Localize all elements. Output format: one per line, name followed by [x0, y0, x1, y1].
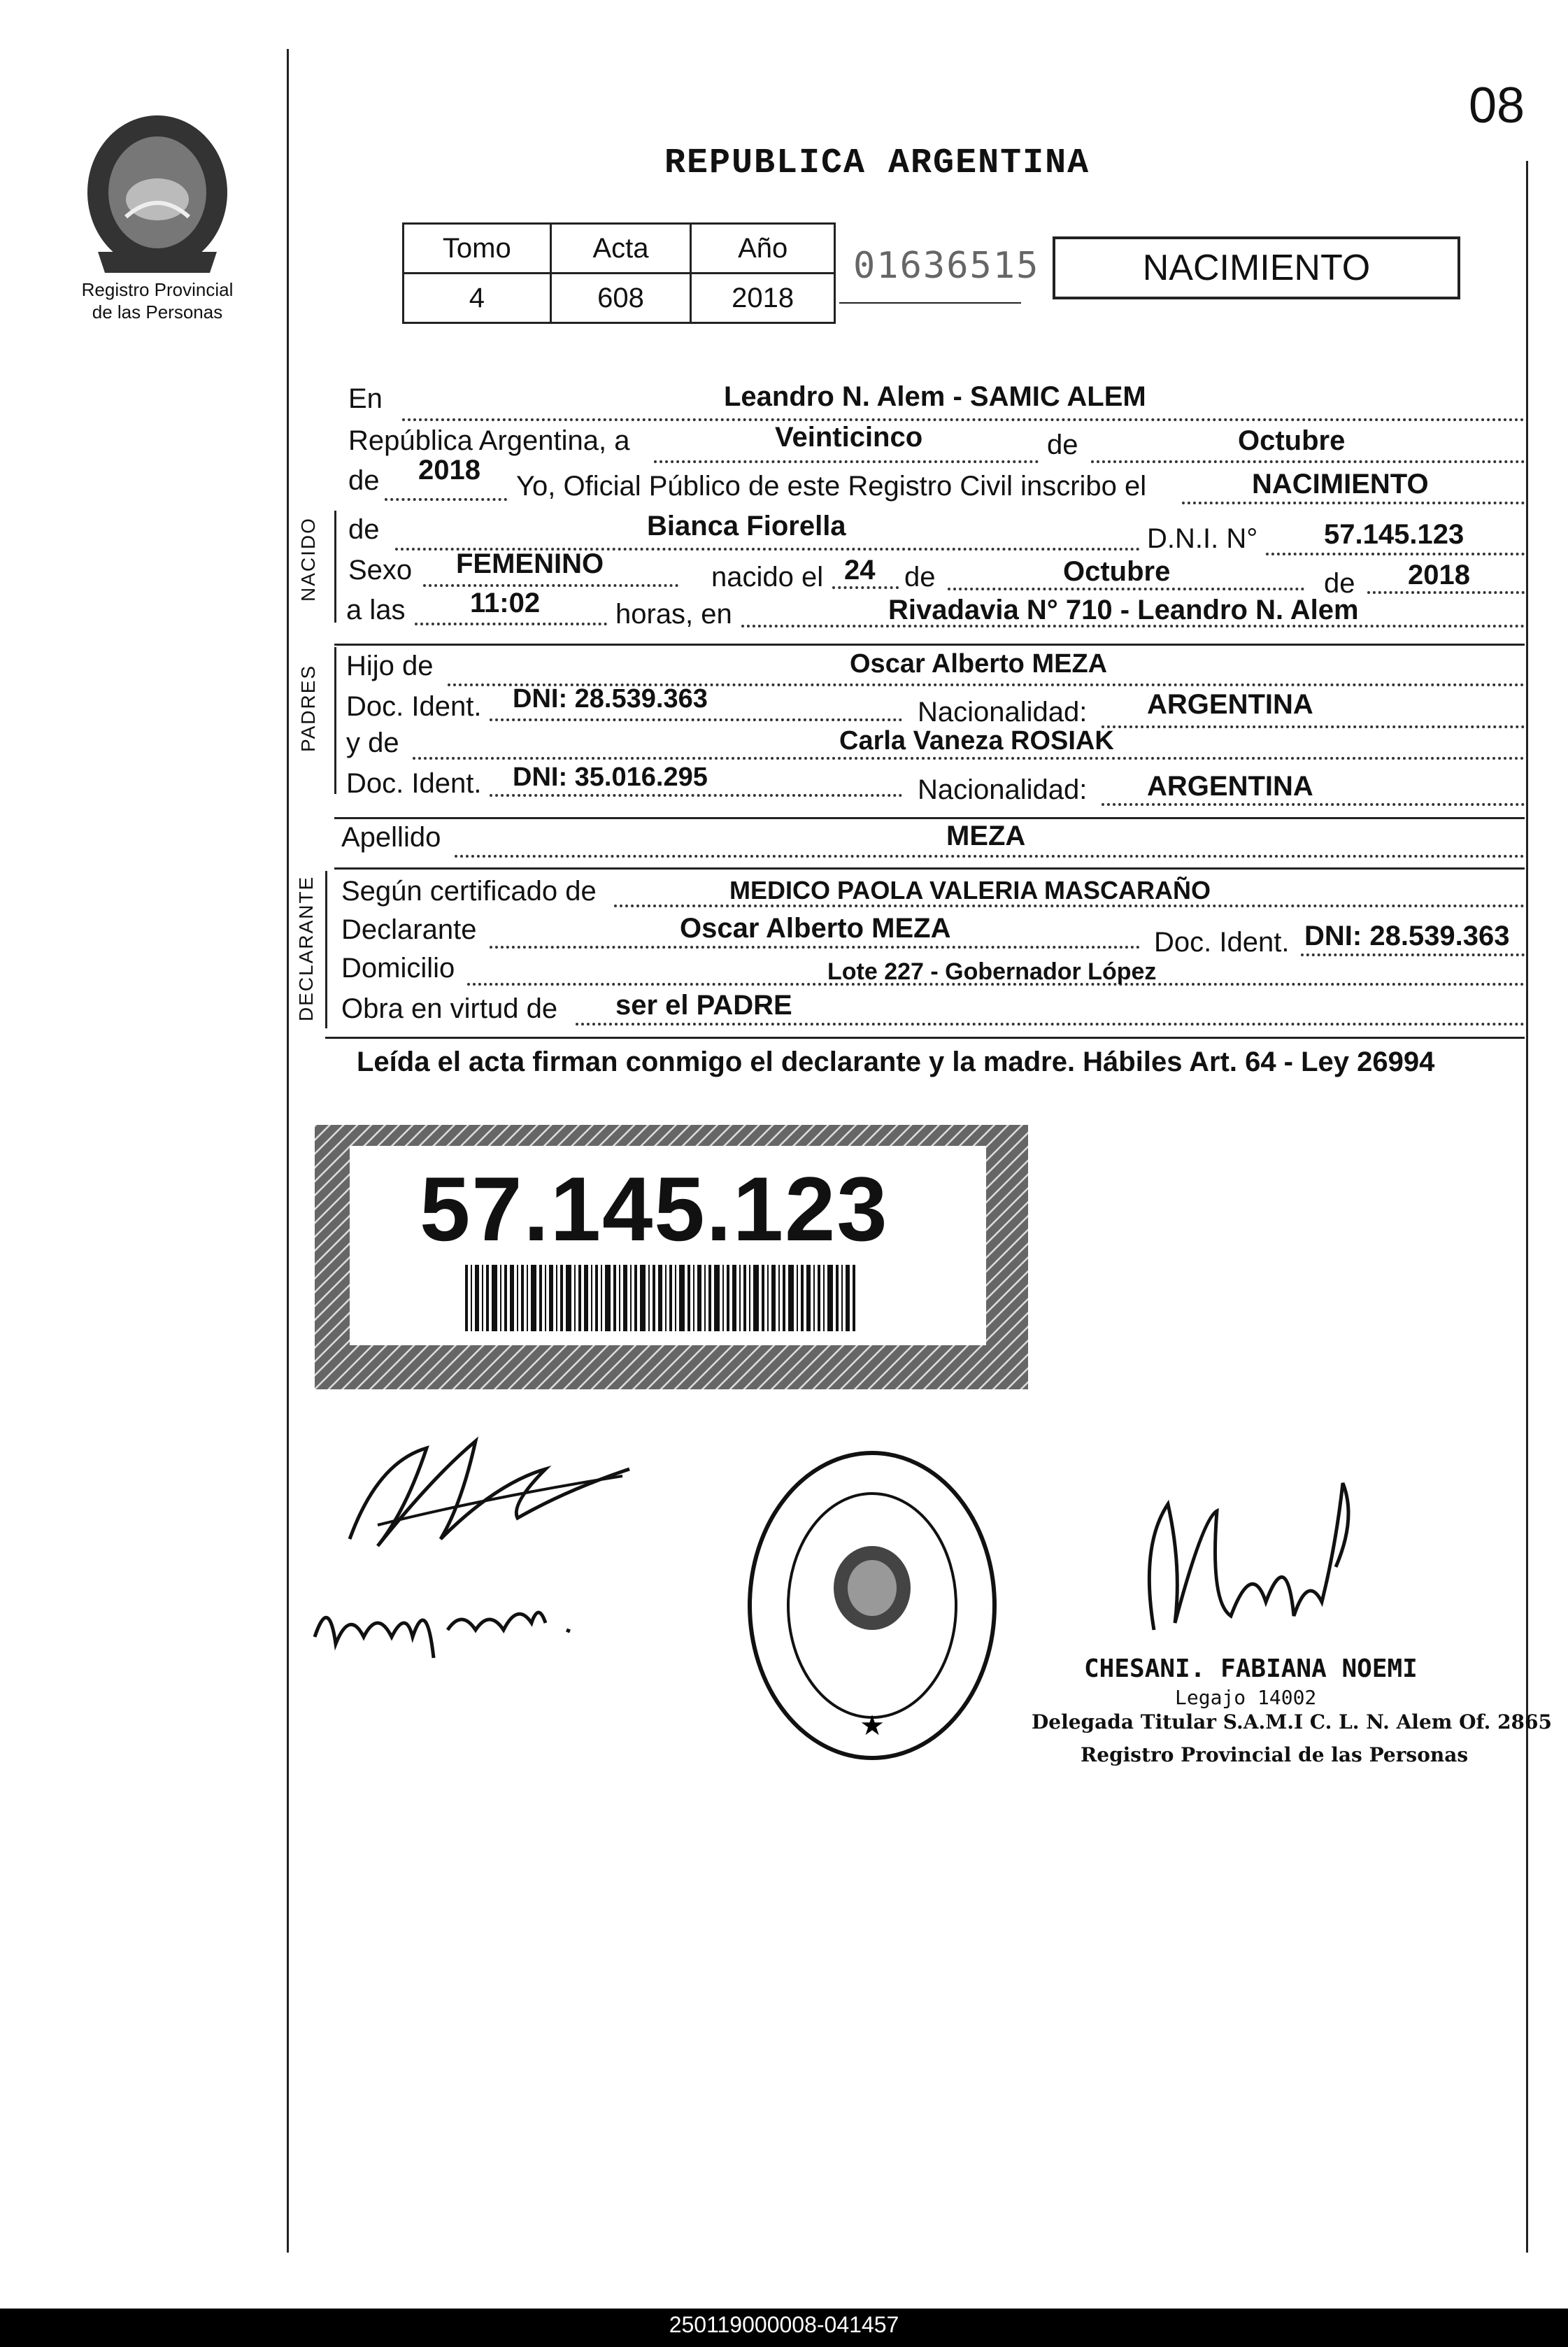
- cert-label: Según certificado de: [341, 876, 597, 907]
- official-name: CHESANI. FABIANA NOEMI: [1084, 1654, 1418, 1683]
- declarant-signature: [336, 1420, 650, 1560]
- birth-time: 11:02: [470, 588, 541, 618]
- page-number: 08: [1469, 78, 1525, 134]
- birth-year-dots: [1367, 591, 1525, 594]
- newborn-dni: 57.145.123: [1324, 519, 1464, 550]
- province-seal-logo: [77, 112, 238, 280]
- apellido-label: Apellido: [341, 822, 441, 853]
- logo-caption: [63, 278, 252, 323]
- sexo-dots: [423, 584, 678, 587]
- day-dots: [654, 460, 1039, 463]
- registration-month: Octubre: [1238, 425, 1346, 456]
- divider-declarante-bottom: [325, 1037, 1525, 1039]
- father-doc-label: Doc. Ident.: [346, 691, 482, 722]
- obra-label: Obra en virtud de: [341, 993, 558, 1024]
- registry-place: Leandro N. Alem - SAMIC ALEM: [724, 381, 1146, 412]
- en-label: En: [348, 383, 383, 414]
- nacido-de-label-2: de: [904, 562, 936, 593]
- record-type-box: NACIMIENTO: [1053, 236, 1460, 299]
- act-dots: [1182, 502, 1525, 504]
- declarante-section-label: DECLARANTE: [295, 875, 317, 1021]
- padres-section-label: PADRES: [297, 664, 319, 752]
- left-margin-line: [287, 49, 289, 2253]
- mother-name: Carla Vaneza ROSIAK: [839, 726, 1114, 756]
- official-registry: Registro Provincial de las Personas: [1081, 1743, 1469, 1766]
- apellido-dots: [455, 855, 1525, 858]
- father-nat-label: Nacionalidad:: [918, 697, 1088, 728]
- svg-text:★: ★: [860, 1710, 885, 1742]
- table-value-tomo: 4: [404, 274, 551, 323]
- official-stamp: [745, 1448, 1000, 1763]
- country-label: República Argentina, a: [348, 425, 630, 456]
- registered-act: NACIMIENTO: [1252, 469, 1429, 499]
- father-doc-dots: [490, 718, 902, 721]
- table-header-acta: Acta: [550, 224, 691, 274]
- register-table: [402, 222, 836, 324]
- registration-day: Veinticinco: [775, 422, 923, 453]
- newborn-name: Bianca Fiorella: [647, 511, 846, 541]
- table-value-acta: 608: [550, 274, 691, 323]
- birth-day: 24: [844, 555, 876, 586]
- registration-year: 2018: [418, 455, 480, 485]
- barcode-bars: [465, 1265, 857, 1331]
- divider-nacido-padres: [334, 644, 1525, 646]
- declarante-label: Declarante: [341, 914, 477, 945]
- logo-caption-line-2: de las Personas: [92, 302, 223, 322]
- registrar-text: Yo, Oficial Público de este Registro Civil inscribo el: [516, 471, 1147, 502]
- serial-underline: [839, 302, 1021, 304]
- birth-month-dots: [948, 588, 1304, 590]
- de-label-2: de: [348, 465, 380, 496]
- mother-signature: [308, 1581, 587, 1672]
- a-las-label: a las: [346, 595, 406, 625]
- dni-dots: [1266, 553, 1525, 555]
- de-label-1: de: [1047, 430, 1078, 460]
- nacido-bracket: [334, 511, 336, 623]
- birth-year: 2018: [1408, 560, 1470, 590]
- birth-place: Rivadavia N° 710 - Leandro N. Alem: [888, 595, 1359, 625]
- declarant-doc: DNI: 28.539.363: [1304, 921, 1510, 951]
- sexo-label: Sexo: [348, 555, 413, 586]
- closing-text: Leída el acta firman conmigo el declarante y la madre. Hábiles Art. 64 - Ley 26994: [357, 1047, 1435, 1077]
- barcode: [465, 1265, 857, 1331]
- place-dots: [402, 418, 1525, 421]
- dni-label: D.N.I. N°: [1147, 523, 1258, 554]
- divider-padres-apellido: [334, 817, 1525, 819]
- declarant-doc-dots: [1301, 953, 1525, 956]
- logo-caption-line-1: Registro Provincial: [81, 279, 234, 300]
- birth-day-dots: [832, 586, 899, 589]
- mother-dots: [413, 757, 1525, 760]
- dni-card-number: 57.145.123: [420, 1158, 889, 1260]
- father-doc: DNI: 28.539.363: [513, 684, 708, 714]
- month-dots: [1091, 460, 1525, 463]
- table-header-ano: Año: [691, 224, 835, 274]
- official-delegate: Delegada Titular S.A.M.I C. L. N. Alem Of. 2865: [1032, 1710, 1552, 1733]
- declarant-dots: [490, 946, 1140, 949]
- year-dots: [385, 498, 507, 501]
- footer-code: 250119000008-041457: [669, 2312, 899, 2337]
- table-header-tomo: Tomo: [404, 224, 551, 274]
- document-title: REPUBLICA ARGENTINA: [664, 143, 1090, 183]
- declarant-name: Oscar Alberto MEZA: [680, 913, 951, 944]
- y-de-label: y de: [346, 728, 399, 758]
- obra-dots: [576, 1023, 1525, 1026]
- mother-doc: DNI: 35.016.295: [513, 763, 708, 792]
- mother-nat-dots: [1102, 803, 1525, 806]
- medical-certificate: MEDICO PAOLA VALERIA MASCARAÑO: [729, 876, 1211, 905]
- time-dots: [415, 623, 607, 625]
- declarante-bracket: [325, 871, 327, 1028]
- declarant-doc-label: Doc. Ident.: [1154, 927, 1290, 958]
- mother-nationality: ARGENTINA: [1147, 771, 1313, 802]
- hijo-de-label: Hijo de: [346, 651, 434, 681]
- nacido-de-label-3: de: [1324, 568, 1355, 599]
- nacido-section-label: NACIDO: [297, 517, 319, 602]
- domicilio-label: Domicilio: [341, 953, 455, 984]
- serial-number: 01636515: [853, 245, 1040, 287]
- mother-doc-label: Doc. Ident.: [346, 768, 482, 799]
- table-value-ano: 2018: [691, 274, 835, 323]
- official-legajo: Legajo 14002: [1175, 1686, 1317, 1709]
- horas-label: horas, en: [615, 599, 732, 630]
- newborn-sex: FEMENINO: [456, 548, 604, 579]
- father-nat-dots: [1102, 725, 1525, 728]
- padres-bracket: [334, 647, 336, 794]
- nacido-de-label: de: [348, 514, 380, 545]
- father-name: Oscar Alberto MEZA: [850, 649, 1108, 679]
- right-margin-line: [1526, 161, 1528, 2253]
- mother-doc-dots: [490, 794, 902, 797]
- divider-apellido-declarante: [334, 867, 1525, 870]
- declarant-capacity: ser el PADRE: [615, 990, 792, 1021]
- dni-label-card: [315, 1125, 1028, 1389]
- surname: MEZA: [946, 821, 1026, 851]
- mother-nat-label: Nacionalidad:: [918, 774, 1088, 805]
- father-nationality: ARGENTINA: [1147, 689, 1313, 720]
- birth-month: Octubre: [1063, 556, 1171, 587]
- official-signature: [1126, 1462, 1378, 1644]
- nacido-el-label: nacido el: [711, 562, 824, 593]
- declarant-address: Lote 227 - Gobernador López: [827, 958, 1157, 985]
